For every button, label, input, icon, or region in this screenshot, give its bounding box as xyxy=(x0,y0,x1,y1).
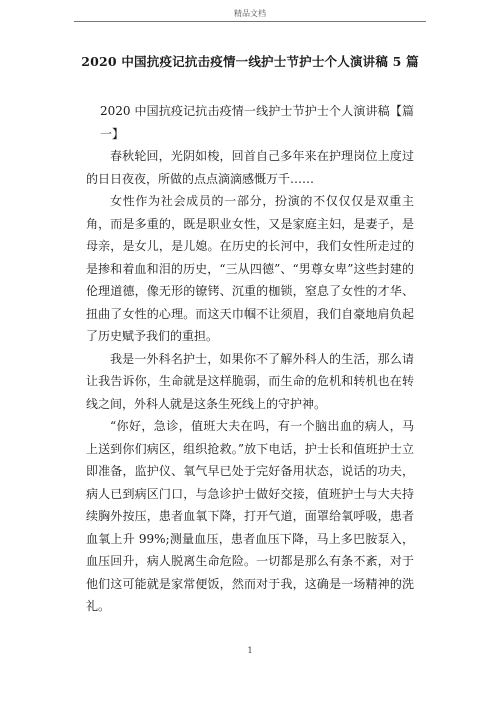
header-divider xyxy=(74,21,426,22)
header-label: 精品文档 xyxy=(234,9,266,18)
paragraph-4: “你好，急诊，值班大夫在吗，有一个脑出血的病人，马上送到你们病区，组织抢救。”放下电话，护士长和值班护士立即准备，监护仪、氧气早已处于完好备用状态，说话的功夫，病人已到病区门口，与急诊护士做好交接，值班护士与大夫持续胸外按压，患者血氧下降，打开气道，面罩给氧呼吸，患者血氧上升 99%;测量血压，患者血压下降，马上多巴胺泵入，血压回升，病人脱离生命危险。一切都是那么有条不紊，对于他们这可能就是家常便饭，然而对于我，这确是一场精神的洗礼。 xyxy=(86,419,414,613)
paragraph-1: 春秋轮回，光阴如梭，回首自己多年来在护理岗位上度过的日日夜夜，所做的点点滴滴感慨万千…… xyxy=(86,149,414,186)
section-heading: 2020 中国抗疫记抗击疫情一线护士节护士个人演讲稿【篇一】 xyxy=(100,104,414,141)
page-number: 1 xyxy=(247,646,253,655)
document-body xyxy=(86,100,414,618)
page-header xyxy=(0,0,500,24)
paragraph-3: 我是一外科名护士，如果你不了解外科人的生活，那么请让我告诉你，生命就是这样脆弱，而生命的危机和转机也在转线之间，外科人就是这条生死线上的守护神。 xyxy=(86,351,414,411)
document-title: 2020 中国抗疫记抗击疫情一线护士节护士个人演讲稿 5 篇 xyxy=(81,54,419,69)
paragraph-2: 女性作为社会成员的一部分，扮演的不仅仅仅是双重主角，而是多重的，既是职业女性，又是家庭主妇，是妻子，是母亲，是女儿，是儿媳。在历史的长河中，我们女性所走过的是掺和着血和泪的历史，“三从四德”、“男尊女卑”这些封建的伦理道德，像无形的镣铐、沉重的枷锁，窒息了女性的才华、扭曲了女性的心理。而这天巾帼不让须眉，我们自豪地肩负起了历史赋予我们的重担。 xyxy=(86,194,414,343)
